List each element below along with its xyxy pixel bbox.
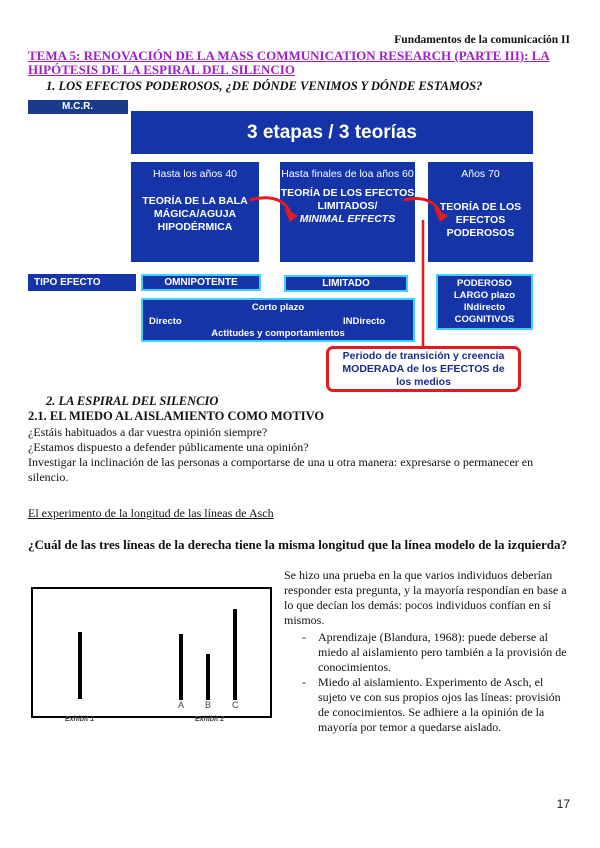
section-1-heading: 1. LOS EFECTOS PODEROSOS, ¿DE DÓNDE VENIMOS Y DÓNDE ESTAMOS? bbox=[46, 79, 483, 93]
media-effects-diagram bbox=[28, 100, 533, 393]
arrow-1-head bbox=[284, 208, 298, 222]
bullet-item: - Miedo al aislamiento. Experimento de Asch, el sujeto ve con sus propios ojos las líneas: provisión de conocimientos. Se adhiere a la opinión de la mayoría por temor a quedarse aislado. bbox=[302, 675, 574, 735]
stage-2-period: Hasta finales de loa años 60 bbox=[281, 168, 414, 180]
stages-heading: 3 etapas / 3 teorías bbox=[246, 121, 418, 143]
exhibit-1-label: Exhibit 1 bbox=[65, 716, 95, 723]
effect-poderoso-4: COGNITIVOS bbox=[454, 314, 515, 325]
line-b bbox=[206, 654, 210, 700]
stage-2-theory: TEORÍA DE LOS EFECTOS LIMITADOS/ bbox=[280, 187, 415, 212]
bullet-list bbox=[284, 630, 574, 735]
detail-direct: Directo bbox=[149, 316, 182, 327]
section-2-heading: 2. LA ESPIRAL DEL SILENCIO bbox=[46, 394, 219, 408]
arrow-2 bbox=[404, 199, 440, 213]
arrow-1 bbox=[250, 198, 290, 212]
tipo-efecto-label: TIPO EFECTO bbox=[28, 274, 136, 291]
asch-exhibit-figure bbox=[31, 587, 272, 723]
reference-line bbox=[78, 632, 82, 699]
label-b: B bbox=[205, 700, 212, 710]
experiment-description bbox=[284, 568, 574, 735]
detail-short-term: Corto plazo bbox=[251, 302, 305, 313]
stage-1-theory: TEORÍA DE LA BALA MÁGICA/AGUJA HIPODÉRMICA bbox=[142, 195, 248, 233]
arrow-2-head bbox=[434, 208, 448, 222]
effect-limitado: LIMITADO bbox=[284, 275, 408, 292]
stage-3-period: Años 70 bbox=[461, 168, 500, 180]
page-title: TEMA 5: RENOVACIÓN DE LA MASS COMMUNICATION RESEARCH (PARTE III): LA HIPÓTESIS DE LA ESPIRAL DEL SILENCIO bbox=[28, 48, 550, 77]
line-a bbox=[179, 634, 183, 700]
subsection-2-1-heading: 2.1. EL MIEDO AL AISLAMIENTO COMO MOTIVO bbox=[28, 409, 325, 423]
paragraph-1: ¿Estáis habituados a dar vuestra opinión siempre? bbox=[28, 425, 268, 439]
stage-3-theory: TEORÍA DE LOS EFECTOS PODEROSOS bbox=[439, 201, 522, 239]
effect-details bbox=[141, 298, 415, 342]
paragraph-3: Investigar la inclinación de las personas a comportarse de una u otra manera: expresarse o permanecer en silencio. bbox=[28, 455, 534, 484]
paragraph-2: ¿Estamos dispuesto a defender públicamente una opinión? bbox=[28, 440, 309, 454]
bullet-item: - Aprendizaje (Blandura, 1968): puede deberse al miedo al aislamiento pero también a la provisión de conocimientos. bbox=[302, 630, 574, 675]
detail-attitudes: Actitudes y comportamientos bbox=[211, 328, 345, 339]
effect-poderoso-1: PODEROSO bbox=[457, 278, 512, 289]
effect-omnipotente: OMNIPOTENTE bbox=[141, 274, 261, 291]
line-c bbox=[233, 609, 237, 700]
course-header: Fundamentos de la comunicación II bbox=[394, 34, 570, 46]
exhibit-2-label: Exhibit 2 bbox=[195, 716, 225, 723]
label-c: C bbox=[232, 700, 239, 710]
stage-1-period: Hasta los años 40 bbox=[152, 168, 238, 180]
asch-heading: El experimento de la longitud de las líneas de Asch bbox=[28, 506, 274, 520]
intro-paragraphs bbox=[28, 425, 573, 485]
label-a: A bbox=[178, 700, 185, 710]
stage-2-theory-extra: MINIMAL EFFECTS bbox=[299, 213, 396, 225]
experiment-text: Se hizo una prueba en la que varios individuos deberían responder esta pregunta, y la mayoría respondían en base a lo que decían los demás: pocos individuos confían en sí mismos. bbox=[284, 568, 567, 627]
transition-box: Periodo de transición y creencia MODERADA de los EFECTOS de los medios bbox=[326, 346, 521, 392]
effect-poderoso bbox=[436, 274, 533, 330]
effect-poderoso-2: LARGO plazo bbox=[453, 290, 516, 301]
detail-indirect: INDirecto bbox=[343, 316, 386, 327]
page-number: 17 bbox=[556, 797, 570, 811]
effect-poderoso-3: INdirecto bbox=[463, 302, 506, 313]
asch-question: ¿Cuál de las tres líneas de la derecha tiene la misma longitud que la línea modelo de la izquierda? bbox=[28, 537, 568, 552]
mcr-label: M.C.R. bbox=[62, 101, 94, 112]
